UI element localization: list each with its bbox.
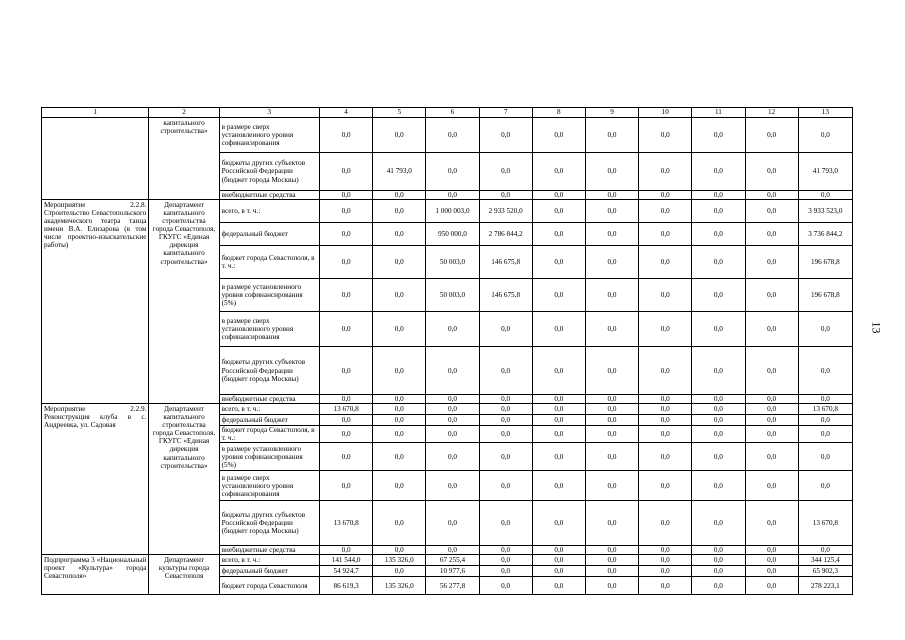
amount-cell: 0,0 [585,312,638,347]
amount-cell: 0,0 [479,118,532,153]
amount-cell: 135 326,0 [373,555,426,566]
amount-cell: 0,0 [692,404,745,415]
funding-source-cell: в размере сверх установленного уровня софинансирования [219,118,319,153]
amount-cell: 2 933 520,0 [479,200,532,223]
amount-cell: 0,0 [639,555,692,566]
header-row [42,108,853,118]
column-header: 9 [585,108,638,118]
amount-cell: 0,0 [532,443,585,471]
amount-cell: 0,0 [479,395,532,404]
amount-cell: 0,0 [373,279,426,312]
table-row [42,118,853,153]
amount-cell: 0,0 [798,426,852,443]
amount-cell: 146 675,8 [479,246,532,279]
amount-cell: 0,0 [479,443,532,471]
amount-cell: 0,0 [426,153,479,191]
amount-cell: 0,0 [426,312,479,347]
amount-cell: 0,0 [426,546,479,555]
amount-cell: 0,0 [639,153,692,191]
amount-cell: 0,0 [745,118,798,153]
amount-cell: 0,0 [479,501,532,546]
amount-cell: 0,0 [532,471,585,501]
amount-cell: 0,0 [692,118,745,153]
amount-cell: 0,0 [373,223,426,246]
amount-cell: 0,0 [585,395,638,404]
amount-cell: 0,0 [373,415,426,426]
amount-cell: 0,0 [373,191,426,200]
amount-cell: 0,0 [692,566,745,577]
amount-cell: 0,0 [798,471,852,501]
amount-cell: 0,0 [745,404,798,415]
funding-source-cell: всего, в т. ч.: [219,555,319,566]
amount-cell: 13 670,8 [320,501,373,546]
amount-cell: 0,0 [373,312,426,347]
amount-cell: 0,0 [320,347,373,395]
amount-cell: 0,0 [426,426,479,443]
executor-cell: Департамент капитального строительства города Севастополя, ГКУГС «Единая дирекция капитального строительства» [149,404,219,555]
amount-cell: 0,0 [639,415,692,426]
amount-cell: 0,0 [320,395,373,404]
executor-cell: Департамент культуры города Севастополя [149,555,219,595]
amount-cell: 0,0 [745,577,798,595]
amount-cell: 0,0 [479,546,532,555]
amount-cell: 0,0 [585,443,638,471]
amount-cell: 0,0 [320,312,373,347]
amount-cell: 0,0 [692,395,745,404]
amount-cell: 0,0 [532,501,585,546]
amount-cell: 0,0 [745,153,798,191]
column-header: 4 [320,108,373,118]
column-header: 5 [373,108,426,118]
amount-cell: 0,0 [479,415,532,426]
amount-cell: 0,0 [745,501,798,546]
amount-cell: 0,0 [532,191,585,200]
amount-cell: 0,0 [798,347,852,395]
event-name-cell: Мероприятие 2.2.9. Реконструкция клуба в с. Андреевка, ул. Садовая [42,404,149,555]
amount-cell: 344 125,4 [798,555,852,566]
amount-cell: 0,0 [639,200,692,223]
amount-cell: 0,0 [532,223,585,246]
amount-cell: 0,0 [692,347,745,395]
amount-cell: 0,0 [479,404,532,415]
funding-source-cell: бюджет города Севастополя [219,577,319,595]
amount-cell: 0,0 [585,223,638,246]
amount-cell: 0,0 [426,191,479,200]
funding-source-cell: в размере сверх установленного уровня софинансирования [219,312,319,347]
amount-cell: 0,0 [585,471,638,501]
amount-cell: 0,0 [479,426,532,443]
amount-cell: 0,0 [692,200,745,223]
amount-cell: 0,0 [639,404,692,415]
funding-source-cell: бюджеты других субъектов Российской Федерации (бюджет города Москвы) [219,153,319,191]
amount-cell: 0,0 [692,415,745,426]
funding-source-cell: федеральный бюджет [219,223,319,246]
amount-cell: 0,0 [320,279,373,312]
amount-cell: 0,0 [745,223,798,246]
amount-cell: 0,0 [745,471,798,501]
amount-cell: 0,0 [585,191,638,200]
amount-cell: 0,0 [585,426,638,443]
amount-cell: 0,0 [692,546,745,555]
amount-cell: 0,0 [320,443,373,471]
amount-cell: 196 678,8 [798,279,852,312]
amount-cell: 0,0 [745,279,798,312]
amount-cell: 0,0 [532,246,585,279]
column-header: 12 [745,108,798,118]
amount-cell: 950 000,0 [426,223,479,246]
amount-cell: 0,0 [426,471,479,501]
amount-cell: 10 977,6 [426,566,479,577]
amount-cell: 0,0 [532,404,585,415]
amount-cell: 0,0 [585,118,638,153]
amount-cell: 0,0 [479,347,532,395]
amount-cell: 0,0 [798,443,852,471]
amount-cell: 0,0 [532,279,585,312]
amount-cell: 0,0 [373,118,426,153]
amount-cell: 0,0 [585,347,638,395]
amount-cell: 0,0 [692,153,745,191]
column-header: 8 [532,108,585,118]
table-row [42,555,853,566]
amount-cell: 0,0 [320,118,373,153]
amount-cell: 65 902,3 [798,566,852,577]
amount-cell: 0,0 [745,312,798,347]
funding-source-cell: бюджеты других субъектов Российской Федерации (бюджет города Москвы) [219,501,319,546]
amount-cell: 0,0 [745,443,798,471]
funding-source-cell: федеральный бюджет [219,415,319,426]
funding-source-cell: всего, в т. ч.: [219,200,319,223]
column-header: 6 [426,108,479,118]
amount-cell: 0,0 [639,395,692,404]
amount-cell: 0,0 [532,312,585,347]
amount-cell: 0,0 [320,200,373,223]
amount-cell: 0,0 [373,347,426,395]
amount-cell: 0,0 [479,555,532,566]
amount-cell: 0,0 [745,246,798,279]
amount-cell: 13 670,8 [798,404,852,415]
amount-cell: 0,0 [426,404,479,415]
amount-cell: 0,0 [532,555,585,566]
funding-source-cell: в размере установленного уровня софинансирования (5%) [219,443,319,471]
amount-cell: 0,0 [745,555,798,566]
amount-cell: 0,0 [745,347,798,395]
amount-cell: 0,0 [585,555,638,566]
amount-cell: 0,0 [479,153,532,191]
amount-cell: 0,0 [745,426,798,443]
amount-cell: 0,0 [426,347,479,395]
amount-cell: 0,0 [585,577,638,595]
amount-cell: 0,0 [745,415,798,426]
amount-cell: 1 000 003,0 [426,200,479,223]
amount-cell: 0,0 [745,566,798,577]
amount-cell: 0,0 [373,200,426,223]
amount-cell: 0,0 [532,415,585,426]
amount-cell: 0,0 [692,501,745,546]
amount-cell: 0,0 [373,395,426,404]
amount-cell: 0,0 [373,246,426,279]
amount-cell: 0,0 [692,246,745,279]
amount-cell: 0,0 [585,279,638,312]
amount-cell: 0,0 [373,501,426,546]
amount-cell: 3 933 523,0 [798,200,852,223]
amount-cell: 0,0 [532,577,585,595]
amount-cell: 0,0 [426,415,479,426]
amount-cell: 0,0 [479,312,532,347]
amount-cell: 0,0 [692,577,745,595]
amount-cell: 0,0 [798,312,852,347]
column-header: 7 [479,108,532,118]
amount-cell: 0,0 [745,191,798,200]
funding-source-cell: бюджеты других субъектов Российской Федерации (бюджет города Москвы) [219,347,319,395]
amount-cell: 278 223,1 [798,577,852,595]
funding-source-cell: в размере установленного уровня софинансирования (5%) [219,279,319,312]
funding-source-cell: всего, в т. ч.: [219,404,319,415]
amount-cell: 0,0 [373,546,426,555]
funding-source-cell: внебюджетные средства [219,395,319,404]
amount-cell: 196 678,8 [798,246,852,279]
amount-cell: 0,0 [692,279,745,312]
amount-cell: 0,0 [585,546,638,555]
amount-cell: 0,0 [639,279,692,312]
amount-cell: 0,0 [692,312,745,347]
amount-cell: 0,0 [426,395,479,404]
amount-cell: 0,0 [426,443,479,471]
amount-cell: 50 003,0 [426,246,479,279]
amount-cell: 0,0 [639,246,692,279]
amount-cell: 0,0 [639,191,692,200]
amount-cell: 13 670,8 [320,404,373,415]
funding-source-cell: федеральный бюджет [219,566,319,577]
event-name-cell: Подпрограмма 3 «Национальный проект «Культура» города Севастополя» [42,555,149,595]
amount-cell: 0,0 [532,347,585,395]
amount-cell: 0,0 [479,471,532,501]
amount-cell: 0,0 [320,246,373,279]
funding-source-cell: внебюджетные средства [219,191,319,200]
amount-cell: 86 619,3 [320,577,373,595]
amount-cell: 0,0 [585,200,638,223]
amount-cell: 0,0 [532,395,585,404]
amount-cell: 0,0 [798,415,852,426]
column-header: 11 [692,108,745,118]
executor-cell: Департамент капитального строительства города Севастополя, ГКУГС «Единая дирекция капитального строительства» [149,200,219,404]
amount-cell: 0,0 [585,566,638,577]
executor-cell: капитального строительства» [149,118,219,200]
amount-cell: 50 003,0 [426,279,479,312]
amount-cell: 2 786 844,2 [479,223,532,246]
amount-cell: 0,0 [585,246,638,279]
amount-cell: 0,0 [479,566,532,577]
amount-cell: 0,0 [692,426,745,443]
amount-cell: 0,0 [639,426,692,443]
amount-cell: 3 736 844,2 [798,223,852,246]
amount-cell: 0,0 [532,118,585,153]
amount-cell: 0,0 [639,577,692,595]
amount-cell: 0,0 [585,404,638,415]
column-header: 3 [219,108,319,118]
amount-cell: 0,0 [585,415,638,426]
amount-cell: 0,0 [639,546,692,555]
amount-cell: 0,0 [639,312,692,347]
amount-cell: 0,0 [639,443,692,471]
column-header: 13 [798,108,852,118]
amount-cell: 135 326,0 [373,577,426,595]
amount-cell: 0,0 [532,200,585,223]
amount-cell: 54 924,7 [320,566,373,577]
amount-cell: 0,0 [798,546,852,555]
amount-cell: 0,0 [639,118,692,153]
amount-cell: 0,0 [798,118,852,153]
table-row [42,404,853,415]
amount-cell: 0,0 [692,471,745,501]
amount-cell: 0,0 [639,347,692,395]
page-number: 13 [869,321,884,334]
amount-cell: 0,0 [373,471,426,501]
event-name-cell: Мероприятие 2.2.8. Строительство Севастопольского академического театра танца имени В.А. Елизарова (в том числе проектно-изыскательские работы) [42,200,149,404]
amount-cell: 141 544,0 [320,555,373,566]
funding-source-cell: внебюджетные средства [219,546,319,555]
amount-cell: 0,0 [532,426,585,443]
amount-cell: 13 670,8 [798,501,852,546]
amount-cell: 0,0 [692,223,745,246]
amount-cell: 0,0 [692,443,745,471]
amount-cell: 0,0 [373,566,426,577]
amount-cell: 0,0 [320,153,373,191]
funding-source-cell: бюджет города Севастополя, в т. ч.: [219,246,319,279]
amount-cell: 0,0 [639,501,692,546]
amount-cell: 0,0 [479,577,532,595]
amount-cell: 0,0 [692,191,745,200]
amount-cell: 56 277,8 [426,577,479,595]
table-body [42,118,853,595]
amount-cell: 0,0 [639,223,692,246]
column-header: 2 [149,108,219,118]
amount-cell: 0,0 [585,153,638,191]
amount-cell: 0,0 [639,566,692,577]
amount-cell: 0,0 [692,555,745,566]
amount-cell: 0,0 [320,471,373,501]
amount-cell: 0,0 [745,200,798,223]
amount-cell: 0,0 [320,223,373,246]
amount-cell: 0,0 [426,118,479,153]
amount-cell: 0,0 [798,191,852,200]
amount-cell: 0,0 [320,426,373,443]
amount-cell: 67 255,4 [426,555,479,566]
amount-cell: 0,0 [320,191,373,200]
amount-cell: 0,0 [373,404,426,415]
amount-cell: 0,0 [479,191,532,200]
funding-source-cell: бюджет города Севастополя, в т. ч.: [219,426,319,443]
amount-cell: 0,0 [798,395,852,404]
table-row [42,200,853,223]
amount-cell: 41 793,0 [798,153,852,191]
amount-cell: 0,0 [320,546,373,555]
funding-source-cell: в размере сверх установленного уровня софинансирования [219,471,319,501]
amount-cell: 0,0 [532,153,585,191]
column-header: 1 [42,108,149,118]
column-header: 10 [639,108,692,118]
amount-cell: 146 675,8 [479,279,532,312]
amount-cell: 0,0 [639,471,692,501]
amount-cell: 0,0 [585,501,638,546]
amount-cell: 0,0 [373,443,426,471]
amount-cell: 41 793,0 [373,153,426,191]
amount-cell: 0,0 [745,395,798,404]
amount-cell: 0,0 [532,546,585,555]
amount-cell: 0,0 [426,501,479,546]
amount-cell: 0,0 [532,566,585,577]
amount-cell: 0,0 [320,415,373,426]
budget-table [41,107,853,595]
amount-cell: 0,0 [745,546,798,555]
amount-cell: 0,0 [373,426,426,443]
event-name-cell [42,118,149,200]
